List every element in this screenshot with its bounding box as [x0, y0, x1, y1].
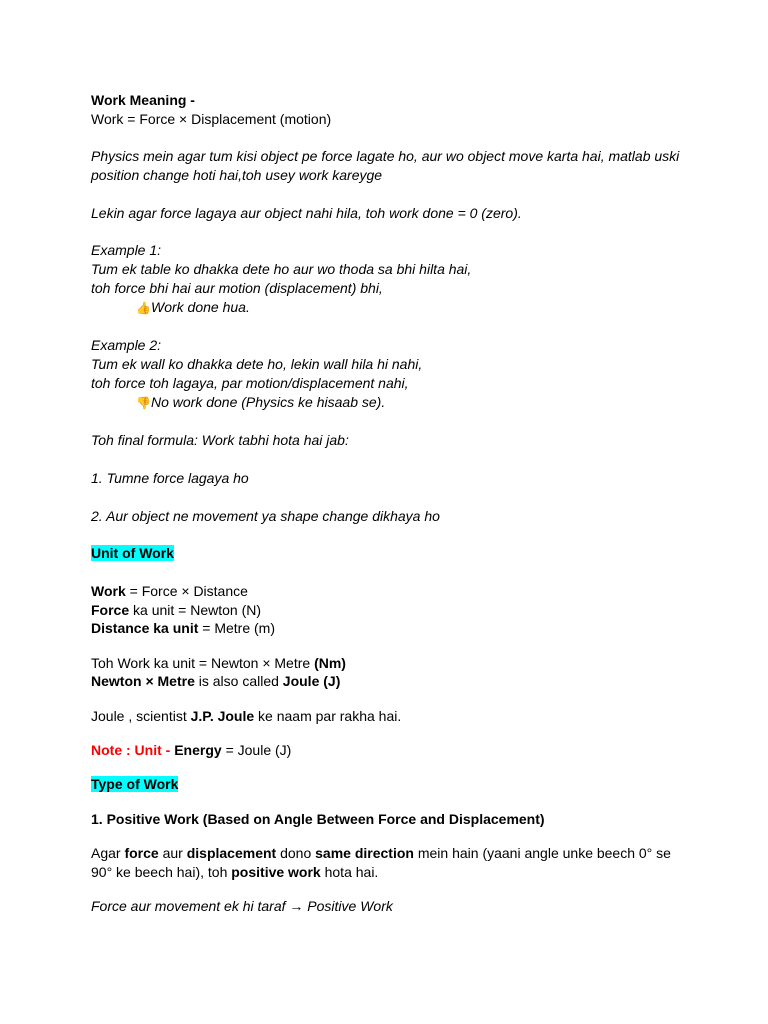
unit-of-work-heading: Unit of Work [91, 545, 174, 562]
positive-work-para-line-1 [91, 844, 691, 863]
unit-line-force-bold: Force [91, 601, 130, 618]
example-1-result [91, 298, 691, 318]
note-energy-bold: Energy [174, 742, 222, 758]
positive-work-heading: 1. Positive Work (Based on Angle Between Force and Displacement) [91, 810, 545, 827]
final-formula-point-1: 1. Tumne force lagaya ho [91, 469, 249, 486]
type-of-work-heading-row [91, 775, 691, 794]
note-line [91, 741, 691, 760]
example-1-title: Example 1: [91, 242, 162, 259]
unit-line-distance [91, 619, 691, 638]
unit-line-distance-bold: Distance ka unit [91, 620, 199, 637]
example-2-line-1: Tum ek wall ko dhakka dete ho, lekin wall hila hi nahi, [91, 356, 423, 373]
example-2-line-2: toh force toh lagaya, par motion/displacement nahi, [91, 374, 409, 391]
final-formula-intro: Toh final formula: Work tabhi hota hai jab: [91, 432, 349, 449]
joule-origin-post: ke naam par rakha hai. [254, 707, 402, 724]
text-span: dono [276, 844, 316, 861]
zero-work-statement: Lekin agar force lagaya aur object nahi hila, toh work done = 0 (zero). [91, 204, 522, 221]
note-label: Note : Unit - [91, 742, 175, 758]
joule-origin-name: J.P. Joule [190, 707, 255, 724]
bold-same-direction: same direction [315, 844, 414, 861]
text-span: 90° ke beech hai), toh [91, 863, 232, 880]
unit-line-joule-mid: is also called [194, 673, 283, 690]
unit-line-force [91, 601, 691, 620]
bold-displacement: displacement [186, 844, 277, 861]
unit-line-distance-rest: = Metre (m) [198, 620, 275, 637]
unit-line-work-rest: = Force × Distance [125, 582, 248, 599]
bold-force: force [124, 844, 159, 861]
unit-line-work-bold: Work [91, 582, 126, 599]
positive-work-summary: Force aur movement ek hi taraf → Positive Work [91, 897, 393, 914]
final-formula-point-2: 2. Aur object ne movement ya shape change dikhaya ho [91, 507, 440, 524]
note-rest: = Joule (J) [221, 742, 292, 758]
type-of-work-heading: Type of Work [91, 776, 179, 793]
example-2-result [91, 393, 691, 413]
thumbs-up-icon: 👍 [136, 300, 151, 315]
work-definition-line-2: position change hoti hai,toh usey work kareyge [91, 167, 383, 184]
unit-line-newton-metre [91, 654, 691, 673]
unit-line-newton-metre-text: Toh Work ka unit = Newton × Metre [91, 654, 315, 671]
unit-line-nm-bold: (Nm) [314, 654, 346, 671]
example-2-result-text: No work done (Physics ke hisaab se). [151, 393, 386, 410]
work-meaning-heading: Work Meaning - [91, 92, 195, 108]
text-span: Agar [91, 844, 125, 861]
example-1-line-2: toh force bhi hai aur motion (displacement) bhi, [91, 279, 383, 296]
unit-line-joule-bold-1: Newton × Metre [91, 673, 195, 690]
work-formula: Work = Force × Displacement (motion) [91, 110, 332, 127]
joule-origin-pre: Joule , scientist [91, 707, 191, 724]
bold-positive-work: positive work [231, 863, 321, 880]
unit-of-work-heading-row [91, 544, 691, 563]
work-definition-line-1: Physics mein agar tum kisi object pe force lagate ho, aur wo object move karta hai, matlab uski [91, 148, 680, 165]
document-page [91, 91, 691, 916]
unit-line-joule [91, 672, 691, 691]
example-1-result-text: Work done hua. [151, 298, 250, 315]
text-span: aur [158, 844, 187, 861]
text-span: mein hain (yaani angle unke beech 0° se [413, 844, 671, 861]
thumbs-down-icon: 👎 [136, 395, 151, 410]
unit-line-work [91, 582, 691, 601]
text-span: hota hai. [320, 863, 379, 880]
example-2-title: Example 2: [91, 337, 162, 354]
example-1-line-1: Tum ek table ko dhakka dete ho aur wo thoda sa bhi hilta hai, [91, 261, 472, 278]
unit-line-force-rest: ka unit = Newton (N) [129, 601, 262, 618]
positive-work-para-line-2 [91, 863, 691, 882]
unit-line-joule-bold-2: Joule (J) [282, 673, 341, 690]
joule-origin [91, 707, 691, 726]
